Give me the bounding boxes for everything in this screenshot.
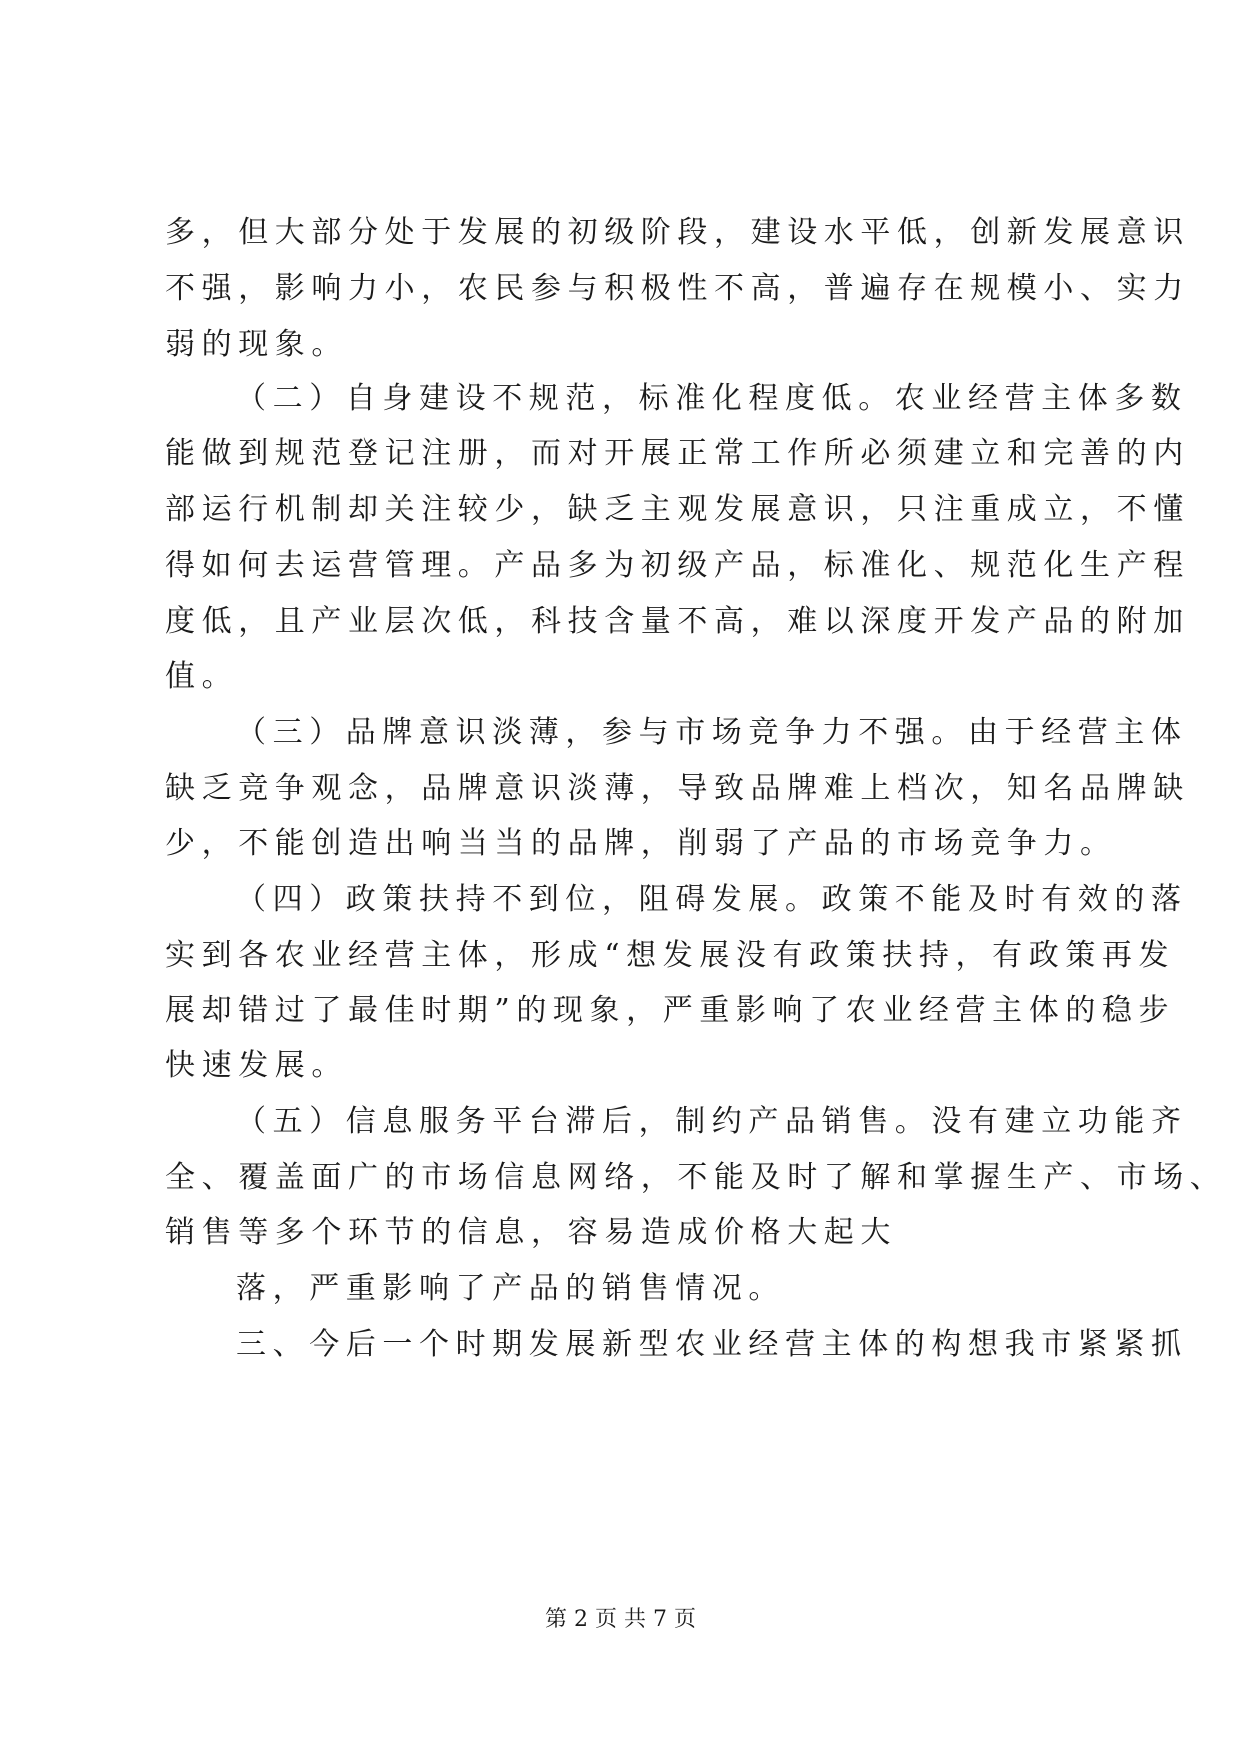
- body-text-line: 弱的现象。: [165, 327, 348, 362]
- body-text-line: 多，但大部分处于发展的初级阶段，建设水平低，创新发展意识: [165, 215, 1190, 250]
- body-text-line: 得如何去运营管理。产品多为初级产品，标准化、规范化生产程: [165, 548, 1190, 583]
- body-text-line: 部运行机制却关注较少，缺乏主观发展意识，只注重成立，不懂: [165, 492, 1190, 527]
- body-text-line: 缺乏竞争观念，品牌意识淡薄，导致品牌难上档次，知名品牌缺: [165, 771, 1190, 806]
- section-heading-line: （二）自身建设不规范，标准化程度低。农业经营主体多数: [236, 381, 1188, 416]
- section-heading-line: （三）品牌意识淡薄，参与市场竞争力不强。由于经营主体: [236, 715, 1188, 750]
- body-text-line: 值。: [165, 659, 239, 694]
- body-text-line: 实到各农业经营主体，形成“想发展没有政策扶持，有政策再发: [165, 938, 1176, 973]
- body-text-line: 快速发展。: [165, 1048, 348, 1083]
- body-text-line: 展却错过了最佳时期”的现象，严重影响了农业经营主体的稳步: [165, 993, 1176, 1028]
- body-text-line: 全、覆盖面广的市场信息网络，不能及时了解和掌握生产、市场、: [165, 1160, 1227, 1195]
- body-text-line: 落，严重影响了产品的销售情况。: [236, 1271, 785, 1306]
- body-text-line: 度低，且产业层次低，科技含量不高，难以深度开发产品的附加: [165, 604, 1190, 639]
- body-text-line: 不强，影响力小，农民参与积极性不高，普遍存在规模小、实力: [165, 271, 1190, 306]
- section-heading-line: （四）政策扶持不到位，阻碍发展。政策不能及时有效的落: [236, 882, 1188, 917]
- page-footer: 第 2 页 共 7 页: [545, 1607, 696, 1632]
- section-heading-line: （五）信息服务平台滞后，制约产品销售。没有建立功能齐: [236, 1104, 1188, 1139]
- body-text-line: 少，不能创造出响当当的品牌，削弱了产品的市场竞争力。: [165, 826, 1117, 861]
- body-text-line: 能做到规范登记注册，而对开展正常工作所必须建立和完善的内: [165, 436, 1190, 471]
- body-text-line: 销售等多个环节的信息，容易造成价格大起大: [165, 1215, 897, 1250]
- body-text-line: 三、今后一个时期发展新型农业经营主体的构想我市紧紧抓: [236, 1327, 1188, 1362]
